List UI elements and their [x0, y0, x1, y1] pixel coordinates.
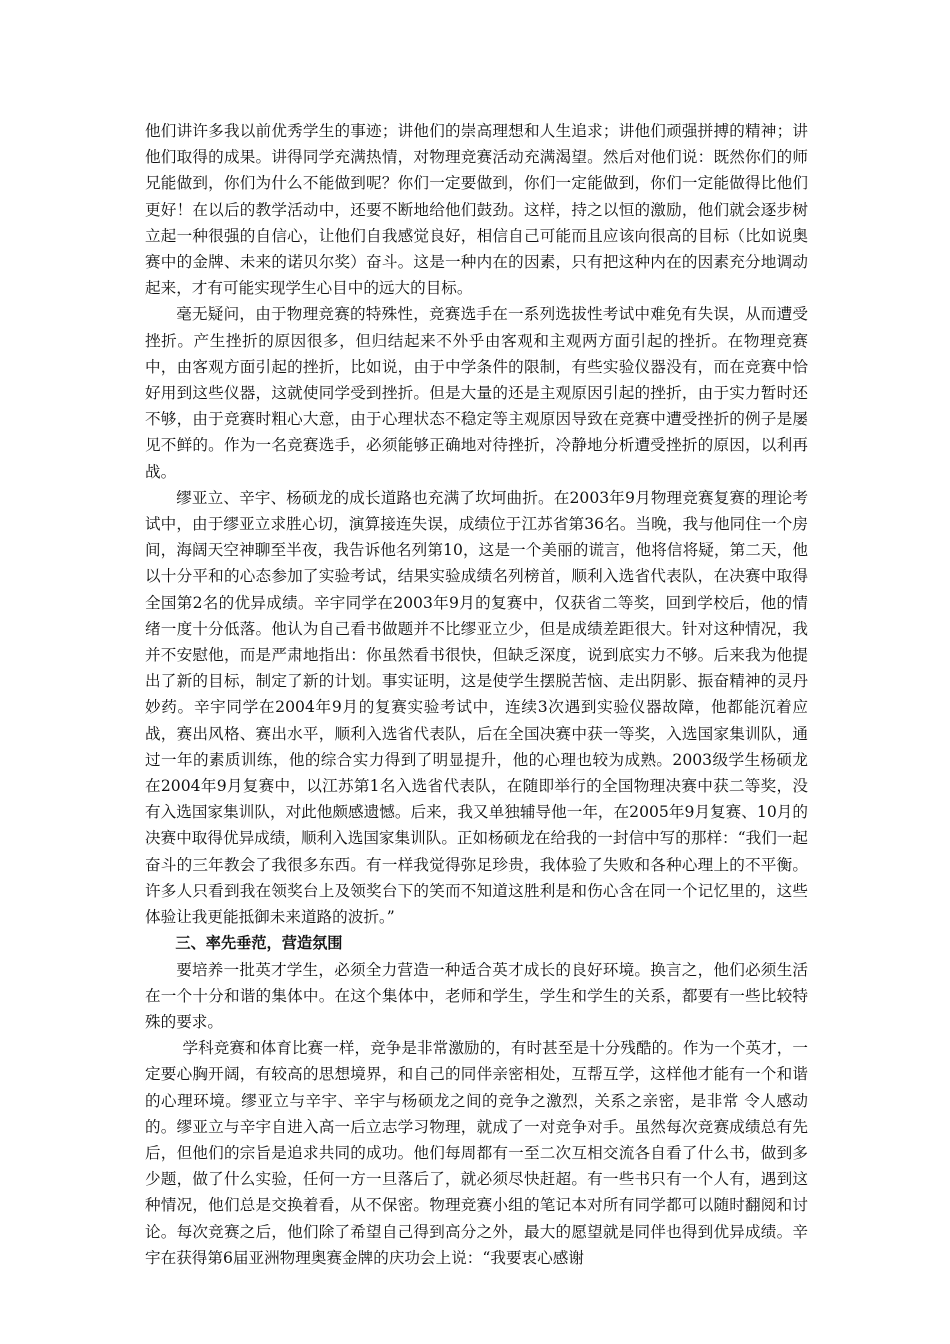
body-paragraph-5: 学科竞赛和体育比赛一样，竞争是非常激励的，有时甚至是十分残酷的。作为一个英才，一定要心胸开阔，有较高的思想境界，和自己的同伴亲密相处，互帮互学，这样他才能有一个和谐的心理环境。缪亚立与辛宇、辛宇与杨硕龙之间的竞争之激烈，关系之亲密，是非常 令人感动的。缪亚立与辛宇自进入高一后立志学习物理，就成了一对竞争对手。虽然每次竞赛成绩总有先后，但他们的宗旨是追求共同的成功。他们每周都有一至二次互相交流各自看了什么书，做到多少题，做了什么实验，任何一方一旦落后了，就必须尽快赶超。有一些书只有一个人有，遇到这种情况，他们总是交换着看，从不保密。物理竞赛小组的笔记本对所有同学都可以随时翻阅和讨论。每次竞赛之后，他们除了希望自己得到高分之外，最大的愿望就是同伴也得到优异成绩。辛宇在获得第6届亚洲物理奥赛金牌的庆功会上说：“我要衷心感谢 — [145, 1039, 808, 1267]
section-heading: 三、率先垂范，营造氛围 — [175, 934, 343, 953]
body-paragraph-1: 他们讲许多我以前优秀学生的事迹；讲他们的崇高理想和人生追求；讲他们顽强拼搏的精神；讲他们取得的成果。讲得同学充满热情，对物理竞赛活动充满渴望。然后对他们说：既然你们的师兄能做到，你们为什么不能做到呢？你们一定要做到，你们一定能做到，你们一定能做得比他们更好！在以后的教学活动中，还要不断地给他们鼓劲。这样，持之以恒的激励，他们就会逐步树立起一种很强的自信心，让他们自我感觉良好，相信自己可能而且应该向很高的目标（比如说奥赛中的金牌、未来的诺贝尔奖）奋斗。这是一种内在的因素，只有把这种内在的因素充分地调动起来，才有可能实现学生心目中的远大的目标。 — [145, 122, 808, 298]
body-paragraph-4: 要培养一批英才学生，必须全力营造一种适合英才成长的良好环境。换言之，他们必须生活在一个十分和谐的集体中。在这个集体中，老师和学生，学生和学生的关系，都要有一些比较特殊的要求。 — [145, 960, 808, 1031]
body-paragraph-3: 缪亚立、辛宇、杨硕龙的成长道路也充满了坎坷曲折。在2003年9月物理竞赛复赛的理论考试中，由于缪亚立求胜心切，演算接连失误，成绩位于江苏省第36名。当晚，我与他同住一个房间，海阔天空神聊至半夜，我告诉他名列第10，这是一个美丽的谎言，他将信将疑，第二天，他以十分平和的心态参加了实验考试，结果实验成绩名列榜首，顺利入选省代表队，在决赛中取得全国第2名的优异成绩。辛宇同学在2003年9月的复赛中，仅获省二等奖，回到学校后，他的情绪一度十分低落。他认为自己看书做题并不比缪亚立少，但是成绩差距很大。针对这种情况，我并不安慰他，而是严肃地指出：你虽然看书很快，但缺乏深度，说到底实力不够。后来我为他提出了新的目标，制定了新的计划。事实证明，这是使学生摆脱苦恼、走出阴影、振奋精神的灵丹妙药。辛宇同学在2004年9月的复赛实验考试中，连续3次遇到实验仪器故障，他都能沉着应战，赛出风格、赛出水平，顺利入选省代表队，后在全国决赛中获一等奖，入选国家集训队，通过一年的素质训练，他的综合实力得到了明显提升，他的心理也较为成熟。2003级学生杨硕龙在2004年9月复赛中，以江苏第1名入选省代表队，在随即举行的全国物理决赛中获二等奖，没有入选国家集训队，对此他颇感遗憾。后来，我又单独辅导他一年，在2005年9月复赛、10月的决赛中取得优异成绩，顺利入选国家集训队。正如杨硕龙在给我的一封信中写的那样：“我们一起奋斗的三年教会了我很多东西。有一样我觉得弥足珍贵，我体验了失败和各种心理上的不平衡。许多人只看到我在领奖台上及领奖台下的笑而不知道这胜利是和伤心含在同一个记忆里的，这些体验让我更能抵御未来道路的波折。” — [145, 488, 808, 927]
body-paragraph-2: 毫无疑问，由于物理竞赛的特殊性，竞赛选手在一系列选拔性考试中难免有失误，从而遭受挫折。产生挫折的原因很多，但归结起来不外乎由客观和主观两方面引起的挫折。在物理竞赛中，由客观方面引起的挫折，比如说，由于中学条件的限制，有些实验仪器没有，而在竞赛中恰好用到这些仪器，这就使同学受到挫折。但是大量的还是主观原因引起的挫折，由于实力暂时还不够，由于竞赛时粗心大意，由于心理状态不稳定等主观原因导致在竞赛中遭受挫折的例子是屡见不鲜的。作为一名竞赛选手，必须能够正确地对待挫折，冷静地分析遭受挫折的原因，以利再战。 — [145, 305, 808, 481]
document-page — [145, 118, 808, 1271]
